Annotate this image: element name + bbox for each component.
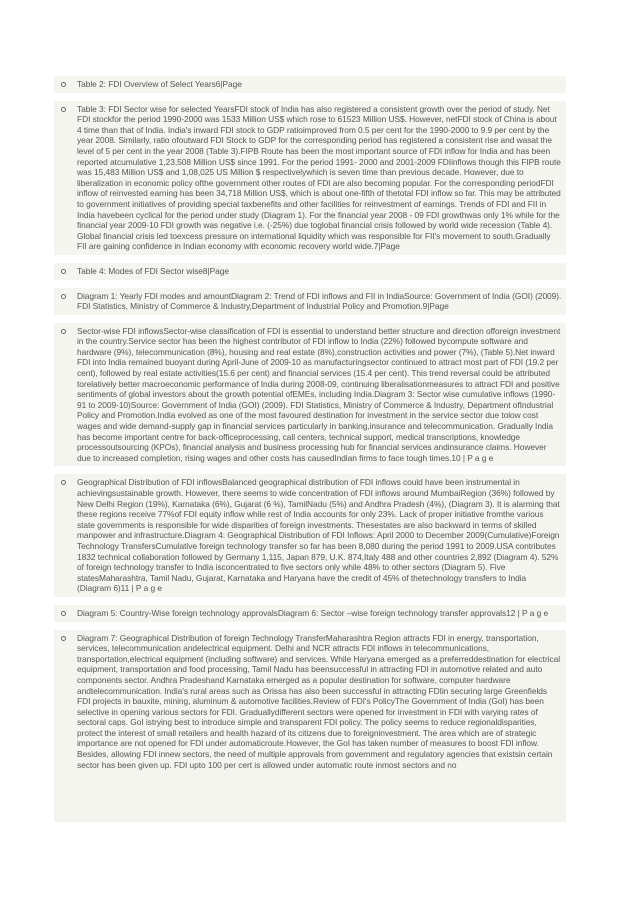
list-item [54, 474, 566, 597]
list-item-text: Diagram 7: Geographical Distribution of foreign Technology TransferMaharashtra Region attracts FDI in energy, transportation, services, telecommunication andelectrical equipment. Delhi and NCR attracts FDI inflows in telecommunications, transportation,electrical equipment (including software) and services. While Haryana emerged as a preferreddestination for electrical equipment, transportation and food processing, Tamil Nadu has beensuccessful in attracting FDI in automotive related and auto components sector. Andhra Pradeshand Karnataka emerged as a popular destination for software, computer hardware andtelecommunication. India's rural areas such as Orissa has also been successful in attracting FDIin securing large Greenfields FDI projects in bauxite, mining, aluminum & automotive facilities.Review of FDI's PolicyThe Government of India (GoI) has been selective in opening various sectors for FDI. Graduallydifferent sectors were opened for investment in FDI with varying rates of sectoral caps. GoI istrying best to introduce simple and transparent FDI policy. The policy seems to reduce regionaldisparities, protect the interest of small retailers and health hazard of its citizens due to foreigninvestment. The area which are of strategic importance are not opened for FDI under automaticroute.However, the GoI has taken number of measures to boost FDI inflow. Besides, allowing FDI innew sectors, the need of multiple approvals from government and regulatory agencies that existsin certain sector has been given up. FDI upto 100 per cert is allowed under automatic route inmost sectors and no [77, 632, 561, 770]
bullet-icon [61, 82, 66, 87]
list-item-text: Diagram 5: Country-Wise foreign technology approvalsDiagram 6: Sector –wise foreign technology transfer approvals12 | P a g e [77, 607, 549, 618]
list-item-text: Geographical Distribution of FDI inflowsBalanced geographical distribution of FDI inflows could have been instrumental in achievingsustainable growth. However, there seems to wide concentration of FDI inflows around MumbaiRegion (36%) followed by New Delhi Region (19%), Karnataka (6%), Gujarat (6 %), TamilNadu (5%) and Andhra Pradesh (4%), (Diagram 3). It is alarming that these regions receive 77%of FDI equity inflow while rest of India accounts for only 23%. Lack of proper initiative fromthe various state governments is responsible for wide disparities of foreign investments. Thesestates are also backward in terms of skilled manpower and infrastructure.Diagram 4: Geographical Distribution of FDI Inflows: April 2000 to December 2009(Cumulative)Foreign Technology TransfersCumulative foreign technology transfer so far has been 8,080 during the period 1991 to 2009.USA contributes 1832 technical collaboration followed by Germany 1,115, Japan 879, U.K. 874,Italy 488 and other countries 2,892 (Diagram 4). 52% of foreign technology transfer to India isconcentrated to five sectors only while 48% to other sectors (Diagram 5). Five statesMaharashtra, Tamil Nadu, Gujarat, Karnataka and Haryana have the credit of 45% of thetechnology transfers to India (Diagram 6)11 | P a g e [77, 477, 560, 594]
list-item-text: Table 4: Modes of FDI Sector wise8|Page [77, 265, 229, 276]
list-item-text: Diagram 1: Yearly FDI modes and amountDiagram 2: Trend of FDI inflows and FII in IndiaSource: Government of India (GOI) (2009). FDI Statistics, Ministry of Commerce & Industry,Department of Industrial Policy and Promotion.9|Page [77, 290, 562, 312]
list-item [54, 630, 566, 822]
list-item-text: Sector-wise FDI inflowsSector-wise classification of FDI is essential to understand better structure and direction offoreign investment in the country.Service sector has been the highest contributor of FDI inflow to India (22%) followed bycompute software and hardware (9%), telecommunication (8%), housing and real estate (8%),construction activities and power (7%), (Table 5).Net inward FDI into India remained buoyant during April-June of 2009-10 as manufacturingsector continued to attract most part of FDI (19.2 per cent), followed by real estate activities(15.6 per cent) and financial services (15.4 per cent). This trend reversal could be attributed torelatively better macroeconomic performance of India during 2008-09, continuing liberalisationmeasures to attract FDI and positive sentiments of global investors about the growth potential ofEMEs, including India.Diagram 3: Sector wise cumulative inflows (1990-91 to 2009-10)Source: Government of India (GOI) (2009). FDI Statistics, Ministry of Commerce & Industry, Department ofIndustrial Policy and Promotion.India evolved as one of the most favoured destination for investment in the service sector due tolow cost wages and wide demand-supply gap in financial services particularly in banking,insurance and telecommunication. Gradually India has become important centre for back-officeprocessing, call centers, technical support, medical transcriptions, knowledge processoutsourcing (KPOs), financial analysis and business processing hub for financial services andinsurance claims. However due to increased completion, rising wages and other costs has causedIndian firms to face tough times.10 | P a g e [77, 325, 561, 463]
bullet-icon [61, 329, 66, 334]
bullet-icon [61, 480, 66, 485]
list-item [54, 263, 566, 280]
list-item [54, 101, 566, 255]
list-item [54, 288, 566, 315]
list-item [54, 323, 566, 467]
list-item-text: Table 2: FDI Overview of Select Years6|Page [77, 79, 242, 89]
bullet-icon [61, 636, 66, 641]
slide-list [54, 76, 566, 822]
bullet-icon [61, 269, 66, 274]
bullet-icon [61, 611, 66, 616]
bullet-icon [61, 294, 66, 299]
list-item [54, 76, 566, 93]
list-item [54, 605, 566, 622]
bullet-icon [61, 107, 66, 112]
list-item-text: Table 3: FDI Sector wise for selected YearsFDI stock of India has also registered a consistent growth over the period of study. Net FDI stockfor the period 1990-2000 was 1533 Million US$ which rose to 61523 Million US$. However, netFDI stock of China is about 4 time than that of India. India's inward FDI stock to GDP ratioimproved from 0.5 per cent for the 1990-2000 to 9.9 per cent by the year 2008. Similarly, ratio ofoutward FDI Stock to GDP for the corresponding period has registered a consistent rise and wasat the level of 5 per cent in the year 2008 (Table 3).FIPB Route has been the most important source of FDI inflow for India and has been reported atcumulative 1,23,508 Million US$ since 1991. For the period 1991- 2000 and 2001-2009 FDIinflows though this FIPB route was 15,483 Million US$ and 1,08,025 US Million $ respectivelywhich is seven time than previous decade. However, due to liberalization in economic policy ofthe government other routes of FDI are also becoming popular. For the corresponding periodFDI inflow of reinvested earning has been 34,718 Million US$, which is about one-fifth of thetotal FDI inflow so far. This may be attributed to government initiatives of providing special taxbenefits and other facilities for reinvestment of earnings. Trends of FDI and FII in India havebeen cyclical for the period under study (Diagram 1). For the financial year 2008 - 09 FDI growthwas only 1% while for the financial year 2009-10 FDI growth was negative i.e. (-25%) due toglobal financial crisis followed by world wide recession (Table 4). Global financial crisis led toexcess pressure on international liquidity which was responsible for FII's movement to south.Gradually FII are gaining confidence in Indian economy with economic recovery world wide.7|Page [77, 103, 561, 252]
